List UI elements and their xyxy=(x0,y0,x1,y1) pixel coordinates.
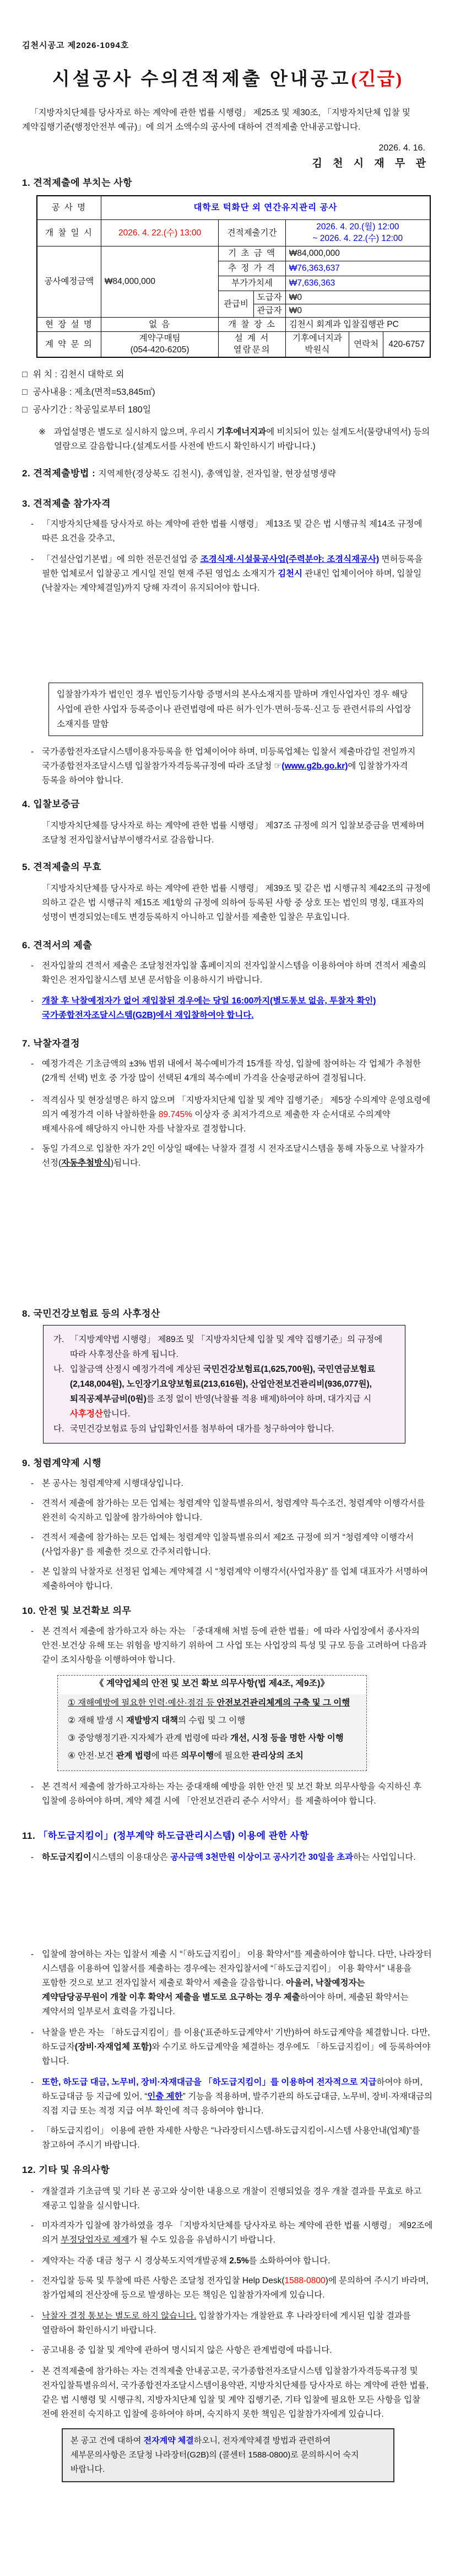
dash-bullet-icon: - xyxy=(31,1627,34,1636)
section-3-heading: 3. 견적제출 참가자격 xyxy=(22,498,111,509)
circled-3-icon: ③ xyxy=(68,1734,75,1743)
target-condition-emphasis: 공사금액 3천만원 이상이고 공사기간 30일을 초과 xyxy=(170,1853,354,1862)
dash-bullet-icon: - xyxy=(31,1853,34,1862)
dash-bullet-icon: - xyxy=(31,1096,34,1105)
dash-bullet-icon: - xyxy=(31,2078,34,2087)
settlement-item-na: 나. 입찰금액 산정시 예정가격에 계상된 국민건강보험료(1,625,700원), 국민연금보험료(2,148,004원), 노인장기요양보험료(213,616원), 산업안전보건관리비(936,077원), 퇴직공제부금비(0원)를 조정 없이 반영(낙찰률 적용 배제)하여야 하며, 대가지급 시 사후정산합니다. xyxy=(53,1365,376,1419)
circled-4-icon: ④ xyxy=(68,1751,75,1761)
tie-break-item: - 동일 가격으로 입찰한 자가 2인 이상일 때에는 낙찰자 결정 시 전자조달시스템을 통해 자동으로 낙찰자가 선정(자동추첨방식)됩니다. xyxy=(22,1142,433,1171)
notice-number: 김천시공고 제2026-1094호 xyxy=(22,41,129,50)
table-row xyxy=(37,331,430,357)
dash-bullet-icon: - xyxy=(31,1782,34,1791)
misc-item-6: - 공고내용 중 입찰 및 계약에 관하여 명시되지 않은 사항은 관계법령에 따릅니다. xyxy=(22,2343,433,2358)
dash-bullet-icon: - xyxy=(31,1499,34,1508)
invalid-bid-body: 「지방자치단체를 당사자로 하는 계약에 관한 법률 시행령」 제39조 및 같은 법 시행규칙 제42조의 규정에 의하고 같은 법 시행규칙 제15조 제1항의 규정에 의하여 등록된 사항 중 상호 또는 법인의 명칭, 대표자의 성명이 변경되었는데도 변경등록하지 아니하고 입찰서를 제출한 입찰은 무효입니다. xyxy=(42,884,431,922)
integrity-item-3: - 견적서 제출에 참가하는 모든 업체는 청렴계약 입찰특별유의서 제2조 규정에 의거 “청렴계약 이행각서(사업자용)” 를 제출한 것으로 간주처리합니다. xyxy=(22,1531,433,1559)
design-doc-inquiry-value: 기후에너지과 박원식 xyxy=(285,331,349,357)
duration-item: □ 공사기간 : 착공일로부터 180일 xyxy=(22,405,151,415)
submission-period-label: 견적제출기간 xyxy=(219,219,285,246)
e-contract-emphasis: 전자계약 체결 xyxy=(143,2436,194,2445)
dash-bullet-icon: - xyxy=(31,2366,34,2376)
safety-box-item-2: ② 재해 발생 시 재발방지 대책의 수립 및 그 이행 xyxy=(68,1716,246,1725)
misc-item-4: - 전자입찰 등록 및 투찰에 따른 사항은 조달청 전자입찰 Help Desk(1588-0800)에 문의하여 주시기 바라며, 참가업체의 전산장애 등으로 발생하는 모든 책임은 입찰참가자에게 있습니다. xyxy=(22,2274,433,2303)
dash-bullet-icon: - xyxy=(31,996,34,1006)
planned-amount-value: ₩84,000,000 xyxy=(101,246,219,317)
dash-bullet-icon: - xyxy=(31,2311,34,2321)
rebid-emphasis: 개찰 후 낙찰예정자가 없어 재입찰된 경우에는 당일 16:00까지(별도통보 없음, 투찰자 확인) 국가종합전자조달시스템(G2B)에서 재입찰하여야 합니다. xyxy=(42,996,376,1020)
sanction-emphasis: 부정당업자로 제재 xyxy=(61,2235,129,2245)
document-title-text: 시설공사 수의견적제출 안내공고 xyxy=(52,69,351,89)
opening-date-label: 개 찰 일 시 xyxy=(37,219,101,246)
dash-bullet-icon: - xyxy=(31,1059,34,1069)
safety-box-item-3: ③ 중앙행정기관·지자체가 관계 법령에 따라 개선, 시정 등을 명한 사항 이행 xyxy=(68,1734,344,1743)
subcontract-pledge-item: - 입찰에 참여하는 자는 입찰서 제출 시 “「하도급지킴이」 이용 확약서”를 제출하여야 합니다. 다만, 나라장터 시스템을 이용하여 입찰서를 제출하는 경우에는 전자입찰서에 “「하도급지킴이」 이용 확약서” 내용을 포함한 것으로 보고 전자입찰서 제출로 확약서 제출을 갈음합니다. 아울러, 낙찰예정자는 계약담당공무원이 개찰 이후 확약서 제출을 별도로 요구하는 경우 제출하여야 하며, 제출된 확약서는 계약서의 일부로서 효력을 가집니다. xyxy=(22,1947,433,2019)
estimated-price-value: ₩76,363,637 xyxy=(285,261,430,276)
scope-item: □ 공사내용 : 제초(면적=53,845㎡) xyxy=(22,388,155,397)
business-location-note-box: 입찰참가자가 법인인 경우 법인등기사항 증명서의 본사소재지를 말하며 개인사업자인 경우 해당 사업에 관한 사업자 등록증이나 관련법령에 따른 허가·인가·면허·등록·신고 등 관련서류의 사업장 소재지를 말함 xyxy=(48,683,423,736)
bid-info-table xyxy=(36,195,431,358)
dash-bullet-icon: - xyxy=(31,1479,34,1488)
bond-rate: 2.5% xyxy=(229,2256,249,2266)
dash-bullet-icon: - xyxy=(31,519,34,529)
square-bullet-icon: □ xyxy=(22,405,28,415)
helpdesk-phone: 1588-0800 xyxy=(284,2276,326,2285)
dash-bullet-icon: - xyxy=(31,961,34,970)
section-8-heading: 8. 국민건강보험료 등의 사후정산 xyxy=(22,1308,160,1319)
issuer: 김 천 시 재 무 관 xyxy=(312,158,430,169)
square-bullet-icon: □ xyxy=(22,388,28,397)
integrity-item-4: - 본 입찰의 낙찰자로 선정된 업체는 계약체결 시 “청렴계약 이행각서(사업자용)” 를 업체 대표자가 서명하여 제출하여야 합니다. xyxy=(22,1565,433,1593)
base-amount-value: ₩84,000,000 xyxy=(285,246,430,261)
section-11-heading: 11. 「하도급지킴이」(정부계약 하도급관리시스템) 이용에 관한 사항 xyxy=(22,1831,309,1841)
pointing-hand-icon: ☞ xyxy=(274,761,282,771)
electronic-payment-emphasis: 또한, 하도급 대금, 노무비, 장비·자재대금을 「하도급지킴이」를 이용하여 전자적으로 지급 xyxy=(42,2078,377,2087)
phone-value: 420-6757 xyxy=(383,331,430,357)
subcontract-register-item: - 낙찰을 받은 자는 「하도급지킴이」를 이용(‘표준하도급계약서’ 기반)하여 하도급계약을 체결합니다. 다만, 하도급자(장비·자재업체 포함)와 수기로 하도급계약을 체결하는 경우에도 「하도급지킴이」에 등록하여야 합니다. xyxy=(22,2026,433,2069)
bid-bond-body: 「지방자치단체를 당사자로 하는 계약에 관한 법률 시행령」 제37조 규정에 의거 입찰보증금을 면제하며 조달청 전자입찰서납부이행각서로 갈음합니다. xyxy=(42,821,425,845)
award-rate-item: - 적격심사 및 현장설명은 하지 않으며 「지방자치단체 입찰 및 계약 집행기준」 제5장 수의계약 운영요령에 의거 예정가격 이하 낙찰하한율 89.745% 이상자 중 최저가격으로 제출한 자 순서대로 수의계약 배제사유에 해당하지 아니한 자를 낙찰자로 결정합니다. xyxy=(22,1093,433,1136)
table-row xyxy=(37,317,430,331)
misc-item-2: - 미자격자가 입찰에 참가하였을 경우 「지방자치단체를 당사자로 하는 계약에 관한 법률 시행령」 제92조에 의거 부정당업자로 제재가 될 수도 있음을 유념하시기 바랍니다. xyxy=(22,2219,433,2247)
announce-date: 2026. 4. 16. xyxy=(378,143,425,153)
license-type-emphasis: 조경식재·시설물공사업(주력분야: 조경식재공사) xyxy=(200,555,380,564)
misc-item-5: - 낙찰자 결정 통보는 별도로 하지 않습니다. 입찰참가자는 개찰완료 후 나라장터에 게시된 입찰 결과를 열람하여 확인하시기 바랍니다. xyxy=(22,2309,433,2338)
dash-bullet-icon: - xyxy=(31,747,34,756)
dash-bullet-icon: - xyxy=(31,2187,34,2196)
settlement-item-ga: 가. 「지방계약법 시행령」 제89조 및 「지방자치단체 입찰 및 계약 집행기준」의 규정에 따라 사후정산을 하게 됩니다. xyxy=(53,1335,383,1359)
section-12-heading: 12. 기타 및 유의사항 xyxy=(22,2165,110,2175)
misc-item-1: - 개찰결과 기초금액 및 기타 본 공고와 상이한 내용으로 개찰이 진행되었을 경우 개찰 결과를 무효로 하고 재공고 입찰을 실시합니다. xyxy=(22,2185,433,2213)
dash-bullet-icon: - xyxy=(31,2028,34,2037)
subcontract-payment-item: - 또한, 하도급 대금, 노무비, 장비·자재대금을 「하도급지킴이」를 이용하여 전자적으로 지급하여야 하며, 하도급대금 등 지급에 있어, “인출 제한” 기능을 적용하며, 발주기관의 하도급대금, 노무비, 장비·자재대금의 직접 지급 또는 적정 지급 여부 확인에 적극 응하여야 합니다. xyxy=(22,2075,433,2118)
location-item: □ 위 치 : 김천시 대학로 외 xyxy=(22,370,124,379)
no-notify-emphasis: 낙찰자 결정 통보는 별도로 하지 않습니다. xyxy=(42,2311,197,2321)
dash-bullet-icon: - xyxy=(31,555,34,564)
dash-bullet-icon: - xyxy=(31,2276,34,2285)
qualification-item: - 「지방자치단체를 당사자로 하는 계약에 관한 법률 시행령」 제13조 및 같은 법 시행규칙 제14조 규정에 따른 요건을 갖추고, xyxy=(22,517,433,546)
safety-box-item-1: ① 재해예방에 필요한 인력·예산·점검 등 안전보건관리체계의 구축 및 그 이행 xyxy=(68,1698,350,1708)
vat-value: ₩7,636,363 xyxy=(285,276,430,291)
post-settlement-box xyxy=(43,1325,405,1443)
contractor-supply-label: 도급자 xyxy=(253,291,285,304)
safety-duty-box xyxy=(57,1675,367,1771)
reference-mark-icon: ※ xyxy=(39,427,46,437)
dash-bullet-icon: - xyxy=(31,2256,34,2266)
site-briefing-label: 현 장 설 명 xyxy=(37,317,101,331)
submission-method-value: 지역제한(경상북도 김천시), 총액입찰, 전자입찰, 현장설명생략 xyxy=(98,469,337,479)
section-10-heading: 10. 안전 및 보건확보 의무 xyxy=(22,1606,132,1616)
rebid-item xyxy=(22,994,433,1023)
subcontract-system-title: 「하도급지킴이」(정부계약 하도급관리시스템) 이용에 관한 사항 xyxy=(38,1831,309,1841)
auto-lottery-emphasis: 자동추첨방식 xyxy=(61,1158,111,1168)
summary-list xyxy=(22,368,433,417)
opening-date-value: 2026. 4. 22.(수) 13:00 xyxy=(101,219,219,246)
dash-bullet-icon: - xyxy=(31,1567,34,1576)
vat-label: 부가가치세 xyxy=(219,276,285,291)
gov-supplied-label: 관급자 xyxy=(253,304,285,317)
section-7-heading: 7. 낙찰자결정 xyxy=(22,1038,80,1049)
section-4-heading: 4. 입찰보증금 xyxy=(22,799,80,809)
integrity-item-1: - 본 공사는 청렴계약제 시행대상입니다. xyxy=(22,1477,433,1491)
estimated-price-label: 추 정 가 격 xyxy=(219,261,285,276)
dash-bullet-icon: - xyxy=(31,1950,34,1959)
license-item: - 「건설산업기본법」에 의한 전문건설업 중 조경식재·시설물공사업(주력분야: 조경식재공사) 면허등록을 필한 업체로서 입찰공고 게시일 전일 현재 주된 영업소 소재지가 김천시 관내인 업체이어야 하며, 입찰일(낙찰자는 계약체결일)까지 당해 자격이 유지되어야 합니다. xyxy=(22,552,433,595)
withdrawal-limit-emphasis: 인출 제한 xyxy=(147,2092,183,2101)
gov-supply-label: 관급비 xyxy=(219,291,253,317)
misc-item-7: - 본 견적제출에 참가하는 자는 견적제출 안내공고문, 국가종합전자조달시스템 입찰참가자격등록규정 및 전자입찰특별유의서, 국가종합전자조달시스템이용약관, 지방자치단체를 당사자로 하는 계약에 관한 법률, 같은 법 시행령 및 시행규칙, 지방자치단체 입찰 및 계약 집행기준, 기타 입찰에 필요한 모든 사항을 입찰 전에 완전히 숙지하고 입찰에 응하여야 하며, 숙지하지 못한 책임은 입찰참가자에게 있습니다. xyxy=(22,2364,433,2422)
gov-supplied-value: ₩0 xyxy=(285,304,430,317)
intro-paragraph: 「지방자치단체를 당사자로 하는 계약에 관한 법률 시행령」 제25조 및 제30조, 「지방자치단체 입찰 및 계약집행기준(행정안전부 예규)」에 의거 소액수의 공사에 대하여 견적제출 안내공고합니다. xyxy=(22,108,410,132)
submission-period-value: 2026. 4. 20.(월) 12:00 ~ 2026. 4. 22.(수) 12:00 xyxy=(285,219,430,246)
contract-inquiry-label: 계 약 문 의 xyxy=(37,331,101,357)
table-row xyxy=(37,219,430,246)
construction-name-value: 대학로 턱화단 외 연간유지관리 공사 xyxy=(101,196,430,219)
dash-bullet-icon: - xyxy=(31,1144,34,1153)
dash-bullet-icon: - xyxy=(31,2126,34,2135)
safety-box-item-4: ④ 안전·보건 관계 법령에 따른 의무이행에 필요한 관리상의 조치 xyxy=(68,1751,304,1761)
safety-pledge-item: - 본 견적서 제출에 참가하고자하는 자는 중대재해 예방을 위한 안전 및 보건 확보 의무사항을 숙지하신 후 입찰에 응하여야 하며, 계약 체결 시에 「안전보건관리 준수 서약서」를 제출하여야 합니다. xyxy=(22,1780,433,1808)
g2b-link[interactable]: (www.g2b.go.kr) xyxy=(281,761,348,771)
post-settlement-emphasis: 사후정산 xyxy=(70,1409,103,1419)
opening-place-value: 김천시 회계과 입찰집행관 PC xyxy=(285,317,430,331)
circled-1-icon: ① xyxy=(68,1698,75,1708)
subcontract-guide-item: - 「하도급지킴이」 이용에 관한 자세한 사항은 “나라장터시스템-하도급지킴이-시스템 사용안내(업체)”를 참고하여 주시기 바랍니다. xyxy=(22,2124,433,2153)
square-bullet-icon: □ xyxy=(22,370,28,379)
section-6-heading: 6. 견적서의 제출 xyxy=(22,940,93,951)
table-row xyxy=(37,196,430,219)
phone-label: 연락처 xyxy=(349,331,383,357)
construction-name-label: 공 사 명 xyxy=(37,196,101,219)
section-1-heading: 1. 견적제출에 부치는 사항 xyxy=(22,178,133,188)
site-briefing-value: 없 음 xyxy=(101,317,219,331)
document-title xyxy=(22,68,433,90)
urgent-label: (긴급) xyxy=(351,69,403,89)
design-doc-inquiry-label: 설 계 서 열람문의 xyxy=(219,331,285,357)
misc-item-3: - 계약자는 각종 대금 청구 시 경상북도지역개발공채 2.5%를 소화하여야 합니다. xyxy=(22,2254,433,2268)
contractor-supply-value: ₩0 xyxy=(285,291,430,304)
opening-place-label: 개 찰 장 소 xyxy=(219,317,285,331)
city-emphasis: 김천시 xyxy=(278,569,302,578)
base-amount-label: 기 초 금 액 xyxy=(219,246,285,261)
subcontract-target-item: - 하도급지킴이시스템의 이용대상은 공사금액 3천만원 이상이고 공사기간 30일을 초과하는 사업입니다. xyxy=(22,1850,433,1865)
submission-system-item: - 전자입찰의 견적서 제출은 조달청전자입찰 홈페이지의 전자입찰시스템을 이용하여야 하며 견적서 제출의 확인은 전자입찰시스템 보낸 문서함을 이용하시기 바랍니다. xyxy=(22,959,433,988)
circled-2-icon: ② xyxy=(68,1716,75,1725)
section-2-heading: 2. 견적제출방법 : 지역제한(경상북도 김천시), 총액입찰, 전자입찰, 현장설명생략 xyxy=(22,468,337,479)
dash-bullet-icon: - xyxy=(31,2221,34,2230)
task-note: ※ 과업설명은 별도로 실시하지 않으며, 우리시 기후에너지과에 비치되어 있는 설계도서(물량내역서) 등의 열람으로 갈음합니다.(설계도서를 사전에 반드시 확인하시기 바랍니다.) xyxy=(22,425,433,454)
integrity-item-2: - 견적서 제출에 참가하는 모든 업체는 청렴계약 입찰특별유의서, 청렴계약 특수조건, 청렴계약 이행각서를 완전히 숙지하고 입찰에 참가하여야 합니다. xyxy=(22,1496,433,1525)
planned-amount-label: 공사예정금액 xyxy=(37,246,101,317)
settlement-item-da: 다. 국민건강보험료 등의 납입확인서를 첨부하여 대가를 청구하여야 합니다. xyxy=(53,1424,334,1434)
section-9-heading: 9. 청렴계약제 시행 xyxy=(22,1458,102,1468)
reserve-price-item: - 예정가격은 기초금액의 ±3% 범위 내에서 복수예비가격 15개를 작성, 입찰에 참여하는 각 업체가 추첨한(2개씩 선택) 번호 중 가장 많이 선택된 4개의 복수예비 가격을 산술평균하여 결정됩니다. xyxy=(22,1057,433,1086)
safety-box-title: 《 계약업체의 안전 및 보건 확보 의무사항(법 제4조, 제9조)》 xyxy=(58,1676,366,1694)
g2b-registration-item: - 국가종합전자조달시스템이용자등록을 한 업체이어야 하며, 미등록업체는 입찰서 제출마감일 전일까지 국가종합전자조달시스템 입찰참가자격등록규정에 따라 조달청 ☞(www.g2b.go.kr)에 입찰참가자격 등록을 하여야 합니다. xyxy=(22,745,433,788)
contract-inquiry-value: 계약구매팀 (054-420-6205) xyxy=(101,331,219,357)
insurance-amounts: 국민건강보험료(1,625,700원), 국민연금보험료(2,148,004원), 노인장기요양보험료(213,616원), 산업안전보건관리비(936,077원), 퇴직공제부금비(0원) xyxy=(70,1365,376,1404)
e-contract-notice-box: 본 공고 건에 대하여 전자계약 체결하오니, 전자계약체결 방법과 관련하여 세부문의사항은 조달청 나라장터(G2B)의 (콜센터 1588-0800)로 문의하시어 숙지 바랍니다. xyxy=(62,2428,394,2482)
table-row xyxy=(37,246,430,261)
safety-duty-item: - 본 견적서 제출에 참가하고자 하는 자는 「중대재해 처벌 등에 관한 법률」에 따라 사업장에서 종사자의 안전·보건상 유해 또는 위험을 방지하기 위하여 그 사업 또는 사업장의 특성 및 규모 등을 고려하여 다음과 같이 조치사항을 이행하여야 합니다. xyxy=(22,1624,433,1667)
lower-limit-rate: 89.745% xyxy=(158,1110,193,1119)
dash-bullet-icon: - xyxy=(31,1533,34,1542)
section-5-heading: 5. 견적제출의 무효 xyxy=(22,862,102,872)
dash-bullet-icon: - xyxy=(31,2346,34,2355)
